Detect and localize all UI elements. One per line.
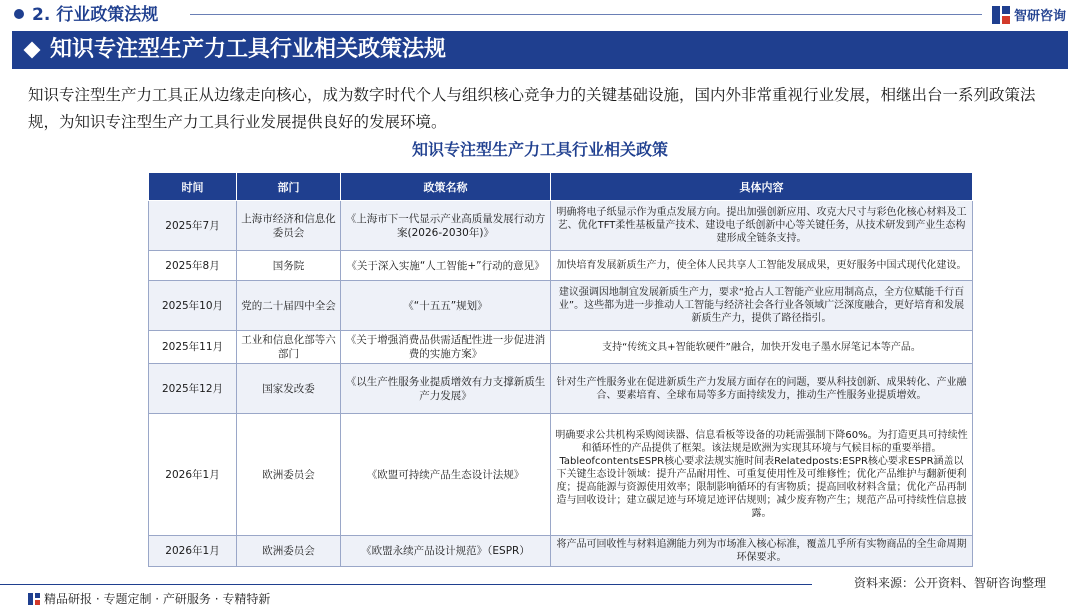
cell-dept: 党的二十届四中全会 xyxy=(237,281,341,331)
cell-content: 将产品可回收性与材料追溯能力列为市场准入核心标准，覆盖几乎所有实物商品的全生命周期环保要求。 xyxy=(551,536,973,567)
header-policy: 政策名称 xyxy=(341,173,551,201)
table-header-row xyxy=(149,173,973,201)
footer-divider xyxy=(0,584,812,585)
title-banner xyxy=(12,31,1068,69)
cell-policy: 《“十五五”规划》 xyxy=(341,281,551,331)
cell-policy: 《欧盟永续产品设计规范》（ESPR） xyxy=(341,536,551,567)
cell-time: 2025年12月 xyxy=(149,364,237,414)
cell-policy: 《关于增强消费品供需适配性进一步促进消费的实施方案》 xyxy=(341,331,551,364)
table-row xyxy=(149,251,973,281)
cell-time: 2025年10月 xyxy=(149,281,237,331)
top-bar xyxy=(0,0,1080,30)
cell-dept: 上海市经济和信息化委员会 xyxy=(237,201,341,251)
cell-dept: 欧洲委员会 xyxy=(237,414,341,536)
cell-content: 加快培育发展新质生产力，使全体人民共享人工智能发展成果，更好服务中国式现代化建设。 xyxy=(551,251,973,281)
cell-content: 明确将电子纸显示作为重点发展方向。提出加强创新应用、攻克大尺寸与彩色化核心材料及工艺、优化TFT柔性基板量产技术、建设电子纸创新中心等关键任务，从技术研发到产业生态构建形成全链条支持。 xyxy=(551,201,973,251)
cell-time: 2026年1月 xyxy=(149,536,237,567)
cell-policy: 《关于深入实施“人工智能+”行动的意见》 xyxy=(341,251,551,281)
table-row xyxy=(149,331,973,364)
table-row xyxy=(149,536,973,567)
cell-policy: 《欧盟可持续产品生态设计法规》 xyxy=(341,414,551,536)
brand-name: 智研咨询 xyxy=(1013,9,1066,24)
header-content: 具体内容 xyxy=(551,173,973,201)
cell-time: 2025年7月 xyxy=(149,201,237,251)
table-row xyxy=(149,201,973,251)
table-title: 知识专注型生产力工具行业相关政策 xyxy=(411,140,668,159)
zhiyan-logo-icon xyxy=(28,593,40,605)
header-dept: 部门 xyxy=(237,173,341,201)
brand-logo xyxy=(992,5,1066,24)
table-row xyxy=(149,364,973,414)
source-note: 资料来源：公开资料、智研咨询整理 xyxy=(853,576,1046,590)
cell-dept: 国家发改委 xyxy=(237,364,341,414)
cell-time: 2025年11月 xyxy=(149,331,237,364)
cell-content: 明确要求公共机构采购阅读器、信息看板等设备的功耗需强制下降60%。为打造更具可持续性和循环性的产品提供了框架。该法规是欧洲为实现其环境与气候目标的重要举措。TableofcontentsESPR核心要求法规实施时间表Relatedposts:ESPR核心要求ESPR涵盖以下关键生态设计领域：提升产品耐用性、可重复使用性及可维修性；优化产品维护与翻新便利度；提高能源与资源使用效率；限制影响循环的有害物质；提高回收材料含量；优化产品再制造与回收设计；建立碳足迹与环境足迹评估规则；减少废弃物产生；规范产品可持续性信息披露。 xyxy=(551,414,973,536)
header-time: 时间 xyxy=(149,173,237,201)
banner-title: 知识专注型生产力工具行业相关政策法规 xyxy=(50,37,447,62)
table-row xyxy=(149,281,973,331)
cell-time: 2026年1月 xyxy=(149,414,237,536)
cell-time: 2025年8月 xyxy=(149,251,237,281)
cell-content: 针对生产性服务业在促进新质生产力发展方面存在的问题，要从科技创新、成果转化、产业融合、要素培育、全球布局等多方面持续发力，推动生产性服务业提质增效。 xyxy=(551,364,973,414)
table-row xyxy=(149,414,973,536)
cell-dept: 工业和信息化部等六部门 xyxy=(237,331,341,364)
bullet-dot-icon xyxy=(14,9,24,19)
cell-policy: 《以生产性服务业提质增效有力支撑新质生产力发展》 xyxy=(341,364,551,414)
cell-content: 建议强调因地制宜发展新质生产力，要求“抢占人工智能产业应用制高点，全方位赋能千行百业”。这些都为进一步推动人工智能与经济社会各行业各领域广泛深度融合，更好培育和发展新质生产力，提供了路径指引。 xyxy=(551,281,973,331)
footer-text: 精品研报 · 专题定制 · 产研服务 · 专精特新 xyxy=(44,592,271,606)
cell-content: 支持“传统文具+智能软硬件”融合，加快开发电子墨水屏笔记本等产品。 xyxy=(551,331,973,364)
cell-dept: 国务院 xyxy=(237,251,341,281)
policy-table xyxy=(148,172,973,567)
footer xyxy=(28,590,270,607)
header-divider xyxy=(190,14,982,15)
diamond-icon xyxy=(24,42,41,59)
cell-dept: 欧洲委员会 xyxy=(237,536,341,567)
intro-paragraph: 知识专注型生产力工具正从边缘走向核心，成为数字时代个人与组织核心竞争力的关键基础设施，国内外非常重视行业发展，相继出台一系列政策法规，为知识专注型生产力工具行业发展提供良好的发展环境。 xyxy=(28,86,1036,131)
cell-policy: 《上海市下一代显示产业高质量发展行动方案(2026-2030年)》 xyxy=(341,201,551,251)
section-title: 2. 行业政策法规 xyxy=(32,5,159,25)
zhiyan-logo-icon xyxy=(992,6,1010,24)
